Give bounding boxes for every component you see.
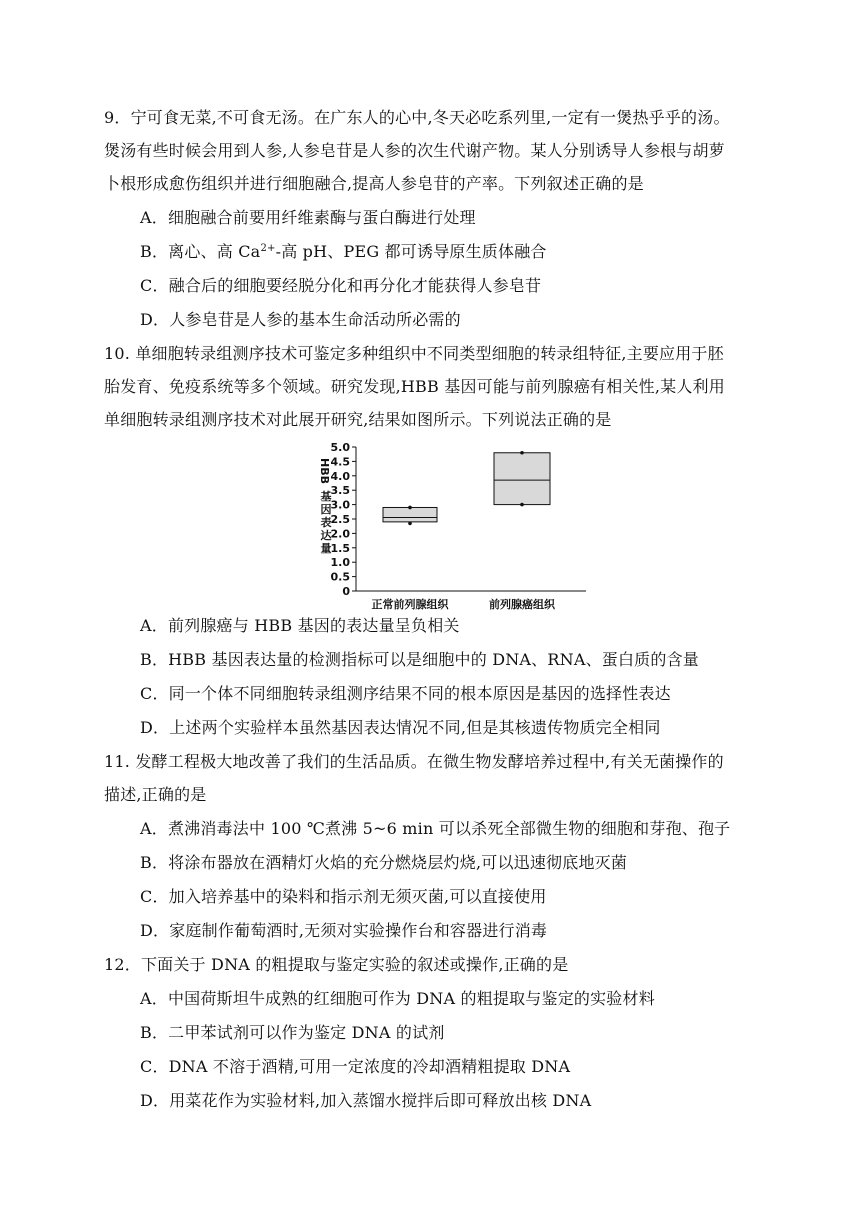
y-tick-label: 2.0 <box>330 527 350 541</box>
y-axis-label-char: 量 <box>320 542 332 555</box>
q10-stem-line-2: 胎发育、免疫系统等多个领域。研究发现,HBB 基因可能与前列腺癌有相关性,某人利用 <box>104 377 725 396</box>
box-1 <box>383 507 437 521</box>
y-axis-label <box>318 458 332 555</box>
q10-option-b: B．HBB 基因表达量的检测指标可以是细胞中的 DNA、RNA、蛋白质的含量 <box>140 650 699 669</box>
y-tick-label: 1.5 <box>330 541 350 555</box>
y-tick-label: 0 <box>342 585 350 598</box>
q9-option-b-text: B．离心、高 Ca <box>140 242 261 261</box>
q11-stem-line-2: 描述,正确的是 <box>104 785 207 804</box>
y-tick-label: 3.0 <box>330 498 350 512</box>
q9-option-b-text-rest: -高 pH、PEG 都可诱导原生质体融合 <box>275 242 547 261</box>
q9-option-c: C．融合后的细胞要经脱分化和再分化才能获得人参皂苷 <box>140 276 542 295</box>
y-tick-label: 5.0 <box>330 441 350 454</box>
q12-option-d: D．用菜花作为实验材料,加入蒸馏水搅拌后即可释放出核 DNA <box>140 1091 592 1110</box>
q10-option-c: C．同一个体不同细胞转录组测序结果不同的根本原因是基因的选择性表达 <box>140 684 671 703</box>
q11-stem-line-1: 11. 发酵工程极大地改善了我们的生活品质。在微生物发酵培养过程中,有关无菌操作的 <box>104 752 724 771</box>
q12-stem-line-1: 12．下面关于 DNA 的粗提取与鉴定实验的叙述或操作,正确的是 <box>104 955 569 974</box>
q11-option-a: A．煮沸消毒法中 100 ℃煮沸 5~6 min 可以杀死全部微生物的细胞和芽孢、孢子 <box>140 819 731 838</box>
y-axis-label-latin: HBB <box>318 458 331 484</box>
q9-option-a: A．细胞融合前要用纤维素酶与蛋白酶进行处理 <box>140 208 476 227</box>
y-axis-label-char: 表 <box>320 516 332 529</box>
q10-option-a: A．前列腺癌与 HBB 基因的表达量呈负相关 <box>140 616 460 635</box>
y-tick-label: 4.0 <box>330 469 350 483</box>
x-category-label: 前列腺癌组织 <box>489 598 555 611</box>
box-2-min-point <box>520 503 524 507</box>
q10-stem-line-1: 10. 单细胞转录组测序技术可鉴定多种组织中不同类型细胞的转录组特征,主要应用于胚 <box>104 344 724 363</box>
q9-stem-line-2: 煲汤有些时候会用到人参,人参皂苷是人参的次生代谢产物。某人分别诱导人参根与胡萝 <box>104 141 725 160</box>
x-category-label: 正常前列腺组织 <box>371 598 449 611</box>
chart-svg <box>300 436 590 612</box>
hbb-box-chart <box>300 436 590 612</box>
y-axis-label-char: 因 <box>320 503 332 516</box>
y-tick-label: 0.5 <box>330 570 350 584</box>
y-axis-label-char: 基 <box>320 490 332 503</box>
q11-option-c: C．加入培养基中的染料和指示剂无须灭菌,可以直接使用 <box>140 887 547 906</box>
q9-stem-line-3: 卜根形成愈伤组织并进行细胞融合,提高人参皂苷的产率。下列叙述正确的是 <box>104 174 644 193</box>
boxes <box>383 451 550 525</box>
q9-option-b <box>140 240 768 264</box>
q9-stem-line-1: 9．宁可食无菜,不可食无汤。在广东人的心中,冬天必吃系列里,一定有一煲热乎乎的汤。 <box>104 108 730 127</box>
q10-option-d: D．上述两个实验样本虽然基因表达情况不同,但是其核遗传物质完全相同 <box>140 718 661 737</box>
q10-stem-line-3: 单细胞转录组测序技术对此展开研究,结果如图所示。下列说法正确的是 <box>104 410 612 429</box>
q11-option-d: D．家庭制作葡萄酒时,无须对实验操作台和容器进行消毒 <box>140 921 548 940</box>
y-tick-label: 1.0 <box>330 556 350 570</box>
box-1-min-point <box>408 522 412 526</box>
y-tick-label: 4.5 <box>330 455 350 469</box>
box-1-max-point <box>408 506 412 510</box>
q9-option-b-superscript: 2+ <box>260 243 276 254</box>
y-ticks <box>331 441 357 598</box>
box-2-max-point <box>520 451 524 455</box>
q11-option-b: B．将涂布器放在酒精灯火焰的充分燃烧层灼烧,可以迅速彻底地灭菌 <box>140 853 628 872</box>
y-axis-label-char: 达 <box>320 529 332 542</box>
q9-option-d: D．人参皂苷是人参的基本生命活动所必需的 <box>140 310 461 329</box>
y-tick-label: 3.5 <box>330 484 350 498</box>
q12-option-b: B．二甲苯试剂可以作为鉴定 DNA 的试剂 <box>140 1023 445 1042</box>
q12-option-a: A．中国荷斯坦牛成熟的红细胞可作为 DNA 的粗提取与鉴定的实验材料 <box>140 989 655 1008</box>
q12-option-c: C．DNA 不溶于酒精,可用一定浓度的冷却酒精粗提取 DNA <box>140 1057 571 1076</box>
y-tick-label: 2.5 <box>330 513 350 526</box>
box-2 <box>494 453 550 505</box>
x-categories <box>372 597 556 611</box>
